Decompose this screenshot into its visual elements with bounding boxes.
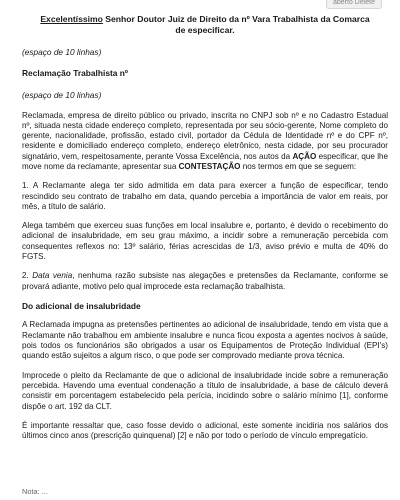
footer-fragment: Nota: ... bbox=[22, 487, 48, 496]
paragraph-alega: Alega também que exerceu suas funções em local insalubre e, portanto, é devido o recebimento do adicional de insalubridade, em seu grau máximo, a incidir sobre a remuneração percebida com consequentes reflexos no: 13º salário, férias acrescidas de 1/3, aviso prévio e multa de 40% do FGTS. bbox=[22, 221, 388, 262]
document-page bbox=[22, 0, 388, 441]
intro-text-2: especificar, que lhe move nome da reclamante, apresentar sua bbox=[22, 151, 389, 171]
paragraph-importante: É importante ressaltar que, caso fosse devido o adicional, este somente incidiria nos salários dos últimos cinco anos (prescrição quinquenal) [2] e não por todo o período de vínculo empregatício. bbox=[22, 420, 388, 441]
title-salutation: Excelentíssimo bbox=[40, 14, 103, 24]
contestacao-word: CONTESTAÇÃO bbox=[178, 161, 241, 171]
document-title bbox=[22, 14, 388, 35]
paragraph-2 bbox=[22, 271, 388, 292]
paragraph-improcede: Improcede o pleito da Reclamante de que o adicional de insalubridade incide sobre a remuneração percebida. Havendo uma eventual condenação a título de insalubridade, a base de cálculo deverá consistir em porcentagem estabelecido pela perícia, incidindo sobre o salário mínimo [1], conforme dispõe o art. 192 da CLT. bbox=[22, 370, 388, 411]
corner-chip[interactable]: aberto Delete bbox=[326, 0, 382, 9]
acao-word: AÇÃO bbox=[292, 151, 317, 161]
intro-text-1: Reclamada, empresa de direito público ou privado, inscrita no CNPJ sob nº e no Cadastro Estadual nº, situada nesta cidade endereço completo, representada por seu sócio-gerente, Nome completo do gerente, nacionalidade, profissão, estado civil, portador da Cédula de Identidade nº e do CPF nº, residente e domiciliado endereço completo, endereço eletrônico, nesta cidade, por seu procurador signatário, vem, respeitosamente, perante Vossa Excelência, nos autos da bbox=[22, 110, 388, 161]
space-note-2: (espaço de 10 linhas) bbox=[22, 89, 102, 100]
heading-reclamacao: Reclamação Trabalhista nº bbox=[22, 68, 128, 78]
paragraph-1: 1. A Reclamante alega ter sido admitida em data para exercer a função de especificar, tendo rescindido seu contrato de trabalho em data, quando percebia a importância de valor em reais, por mês, a título de salário. bbox=[22, 181, 388, 211]
title-line1: Senhor Doutor Juiz de Direito da nº Vara Trabalhista da Comarca bbox=[102, 14, 370, 24]
title-line2: de especificar. bbox=[175, 24, 235, 35]
para2-prefix: 2. bbox=[22, 271, 33, 281]
data-venia: Data venia bbox=[32, 271, 73, 281]
space-note-1: (espaço de 10 linhas) bbox=[22, 47, 102, 57]
intro-text-3: nos termos em que se seguem: bbox=[240, 161, 357, 171]
paragraph-intro bbox=[22, 111, 388, 173]
paragraph-impugna: A Reclamada impugna as pretensões pertinentes ao adicional de insalubridade, tendo em vista que a Reclamante não trabalhou em ambiente insalubre e nunca ficou exposta a agentes nocivos à saúde, pois todos os funcionários são obrigados a usar os Equipamentos de Proteção Individual (EPI's) quando estão sujeitos a algum risco, o que pode ser comprovado mediante prova técnica. bbox=[22, 320, 388, 361]
heading-adicional: Do adicional de insalubridade bbox=[22, 300, 141, 311]
para2-text: , nenhuma razão subsiste nas alegações e pretensões da Reclamante, conforme se provará adiante, motivo pelo qual improcede esta reclamação trabalhista. bbox=[22, 271, 388, 291]
